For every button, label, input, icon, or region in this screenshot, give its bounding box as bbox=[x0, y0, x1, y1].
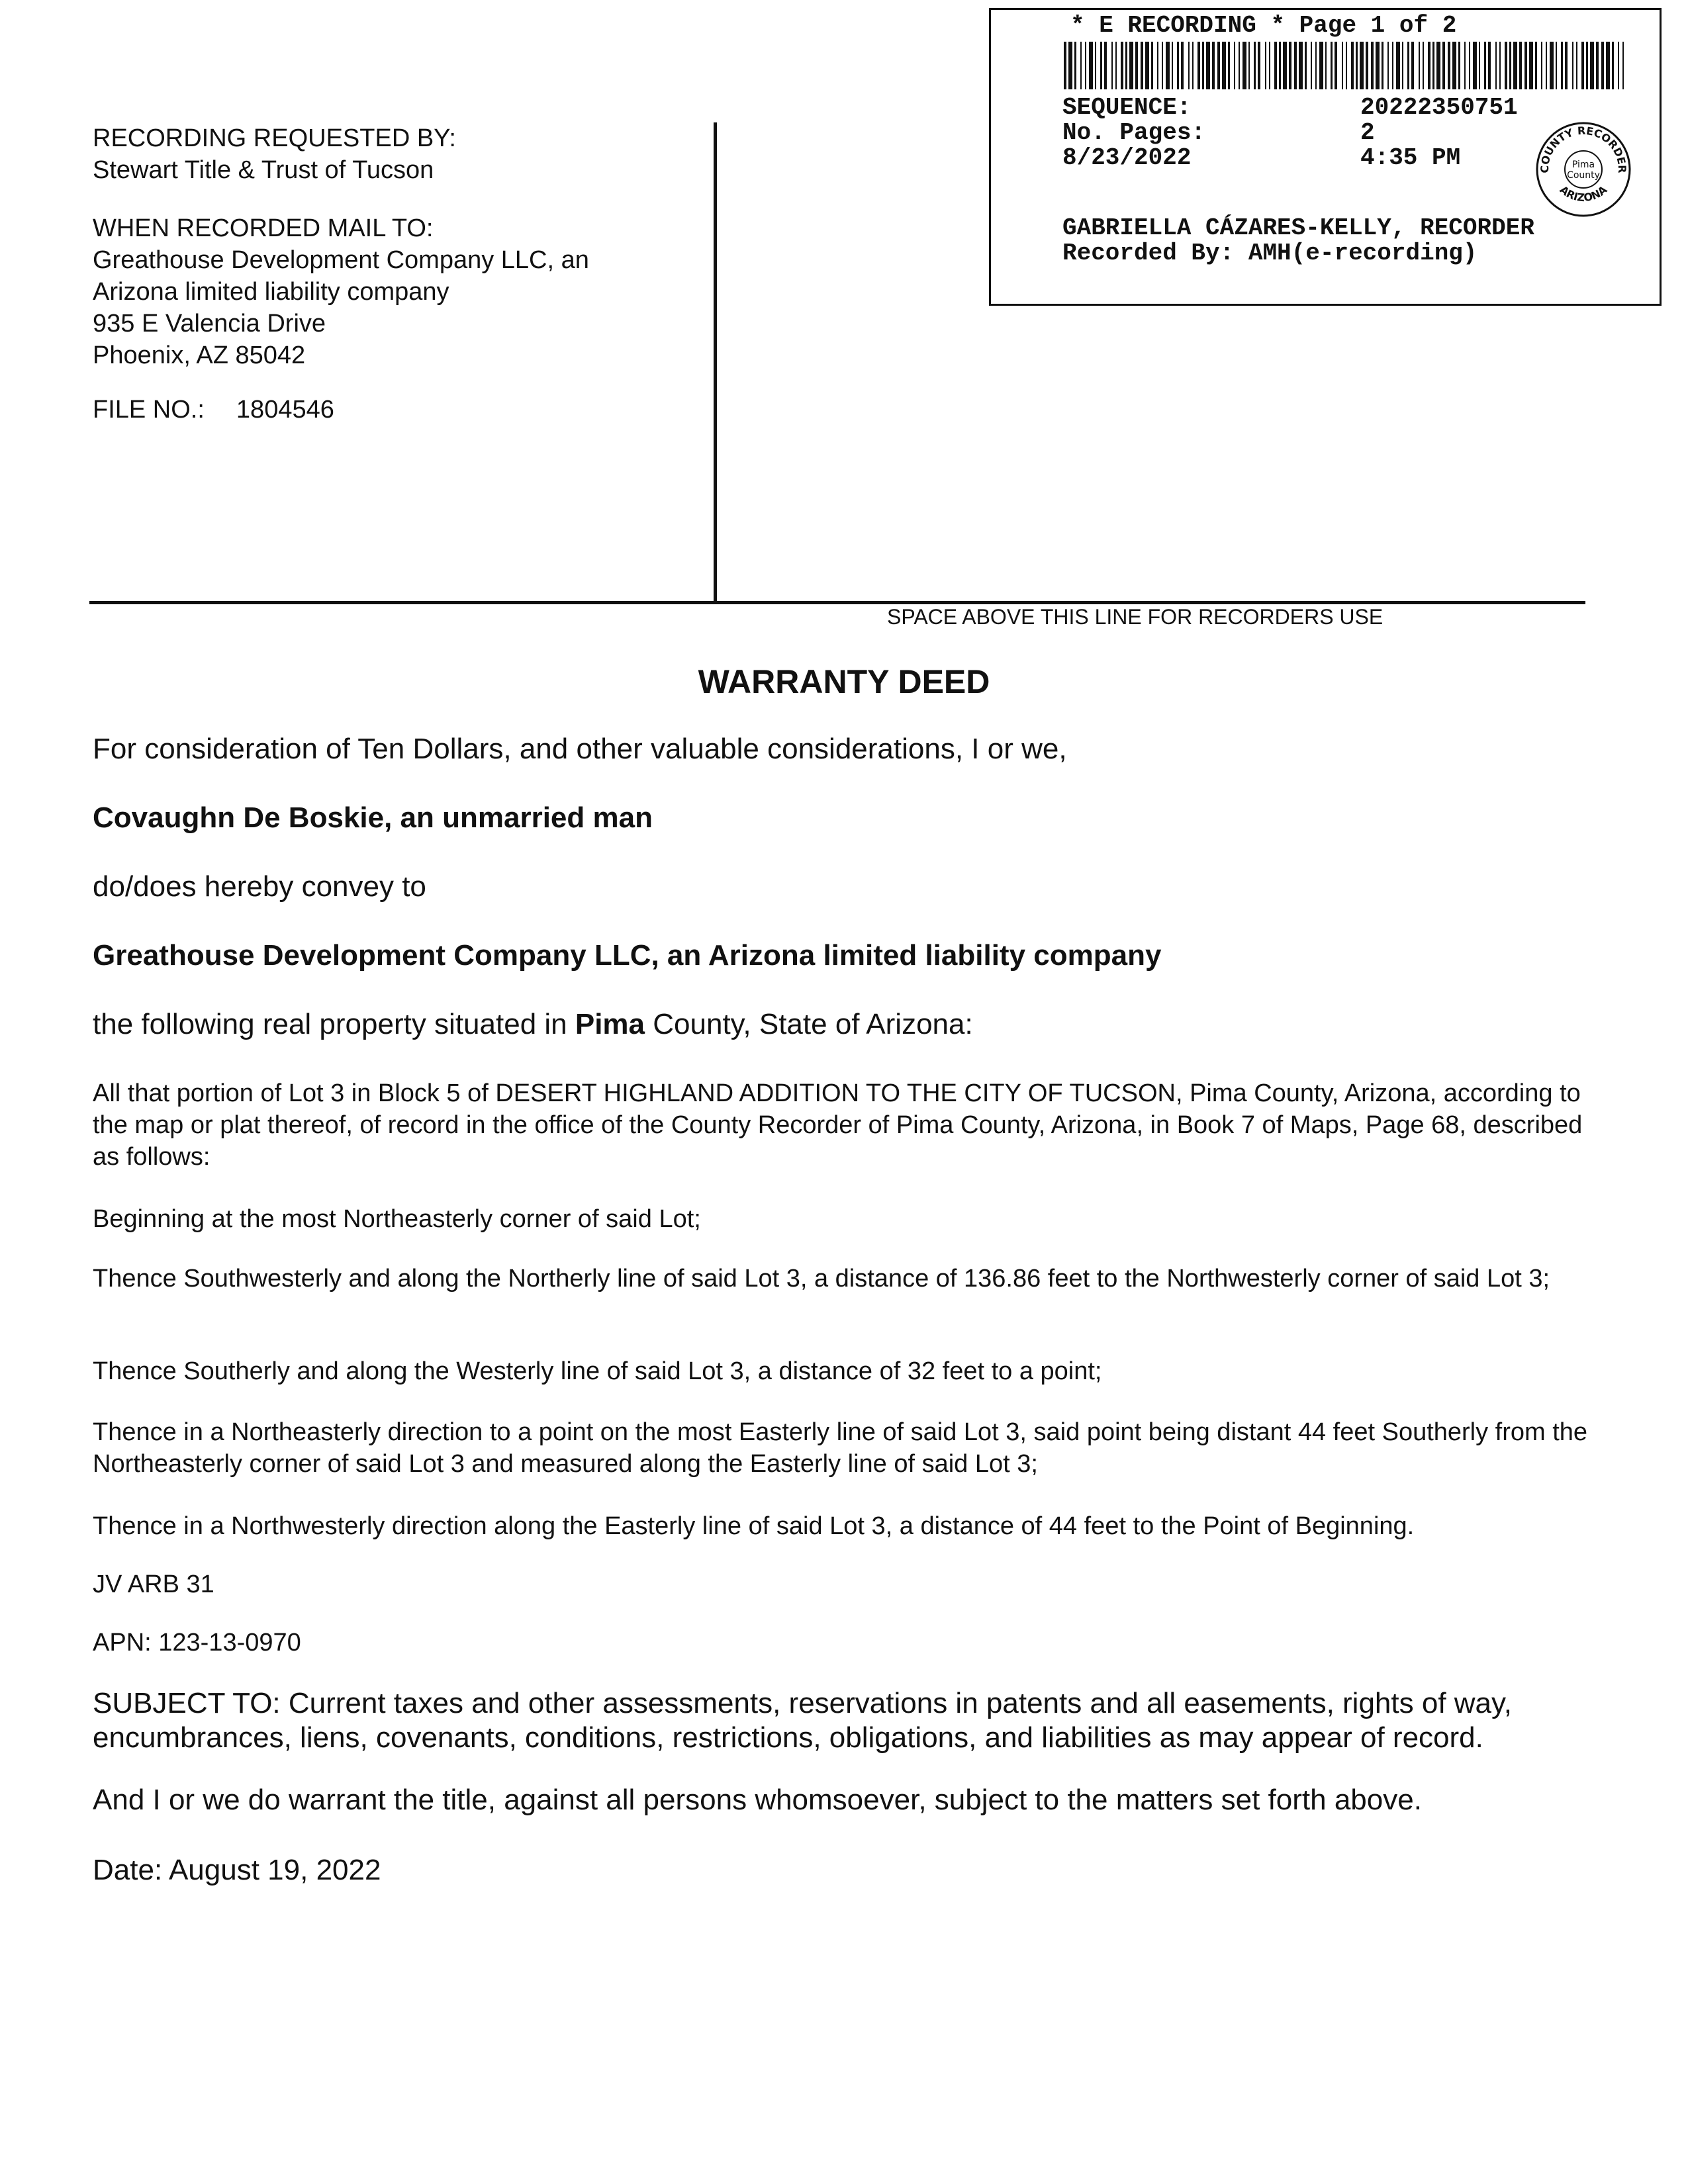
document-title: WARRANTY DEED bbox=[698, 663, 990, 700]
recording-header: * E RECORDING * Page 1 of 2 bbox=[1070, 12, 1457, 39]
legal-description-paragraph: Thence Southerly and along the Westerly line of said Lot 3, a distance of 32 feet to a point; bbox=[93, 1357, 1102, 1385]
seal-top-text: COUNTY RECORDER bbox=[1538, 124, 1629, 173]
subject-to-clause: SUBJECT TO: Current taxes and other assessments, reservations in patents and all easements, rights of way, encumbrances, liens, covenants, conditions, restrictions, obligations, and liabilities as may appear of record. bbox=[93, 1687, 1512, 1754]
file-no-value: 1804546 bbox=[236, 396, 334, 424]
grantee-name: Greathouse Development Company LLC, an Arizona limited liability company bbox=[93, 939, 1162, 972]
mail-to-line: Greathouse Development Company LLC, an bbox=[93, 246, 589, 274]
recording-time: 4:35 PM bbox=[1360, 144, 1461, 171]
recording-date: 8/23/2022 bbox=[1062, 144, 1192, 171]
recording-stamp-box bbox=[989, 8, 1662, 306]
pages-value: 2 bbox=[1360, 119, 1375, 146]
situated-suffix: County, State of Arizona: bbox=[645, 1008, 973, 1040]
deed-date: Date: August 19, 2022 bbox=[93, 1854, 381, 1886]
pages-label: No. Pages: bbox=[1062, 119, 1206, 146]
jv-code: JV ARB 31 bbox=[93, 1570, 214, 1598]
recording-request-block bbox=[93, 122, 688, 426]
legal-description-paragraph: All that portion of Lot 3 in Block 5 of DESERT HIGHLAND ADDITION TO THE CITY OF TUCSON, Pima County, Arizona, according to the map or plat thereof, of record in the office of the County Recorder of Pima County, Arizona, in Book 7 of Maps, Page 68, described as follows: bbox=[93, 1079, 1583, 1171]
county-recorder-seal-icon bbox=[1534, 120, 1633, 219]
warranty-clause: And I or we do warrant the title, against all persons whomsoever, subject to the matters set forth above. bbox=[93, 1784, 1422, 1816]
space-above-note: SPACE ABOVE THIS LINE FOR RECORDERS USE bbox=[887, 605, 1383, 629]
recorder-name: GABRIELLA CÁZARES-KELLY, RECORDER bbox=[1062, 214, 1534, 242]
sequence-value: 20222350751 bbox=[1360, 94, 1518, 121]
requested-by-name: Stewart Title & Trust of Tucson bbox=[93, 156, 434, 184]
barcode-icon bbox=[1064, 42, 1626, 89]
convey-text: do/does hereby convey to bbox=[93, 870, 426, 903]
mail-to-line: 935 E Valencia Drive bbox=[93, 310, 326, 338]
situated-prefix: the following real property situated in bbox=[93, 1008, 575, 1040]
legal-description-paragraph: Thence in a Northwesterly direction along the Easterly line of said Lot 3, a distance of 44 feet to the Point of Beginning. bbox=[93, 1512, 1415, 1540]
file-number bbox=[93, 394, 688, 426]
legal-description-paragraph: Beginning at the most Northeasterly corner of said Lot; bbox=[93, 1205, 701, 1233]
consideration-text: For consideration of Ten Dollars, and other valuable considerations, I or we, bbox=[93, 733, 1067, 765]
sequence-label: SEQUENCE: bbox=[1062, 94, 1192, 121]
seal-bottom-text: ARIZONA bbox=[1557, 183, 1610, 205]
legal-description-paragraph: Thence Southwesterly and along the Northerly line of said Lot 3, a distance of 136.86 feet to the Northwesterly corner of said Lot 3; bbox=[93, 1265, 1550, 1293]
svg-text:ARIZONA bbox=[1558, 183, 1610, 204]
seal-center-text-1: Pima bbox=[1571, 159, 1595, 170]
requested-by-label: RECORDING REQUESTED BY: bbox=[93, 124, 456, 152]
recorded-by: Recorded By: AMH(e-recording) bbox=[1062, 240, 1477, 267]
grantor-name: Covaughn De Boskie, an unmarried man bbox=[93, 801, 653, 834]
mail-to-line: Arizona limited liability company bbox=[93, 278, 449, 306]
legal-description-paragraph: Thence in a Northeasterly direction to a point on the most Easterly line of said Lot 3, said point being distant 44 feet Southerly from the Northeasterly corner of said Lot 3 and measured along the Easterly line of said Lot 3; bbox=[93, 1418, 1588, 1478]
mail-to-line: Phoenix, AZ 85042 bbox=[93, 341, 306, 369]
file-no-label: FILE NO.: bbox=[93, 396, 205, 424]
apn-number: APN: 123-13-0970 bbox=[93, 1629, 301, 1657]
header-divider-vertical bbox=[714, 122, 717, 604]
situated-county: Pima bbox=[575, 1008, 645, 1040]
mail-to-label: WHEN RECORDED MAIL TO: bbox=[93, 214, 434, 242]
situated-text bbox=[93, 1007, 1595, 1042]
seal-center-text-2: County bbox=[1567, 170, 1600, 181]
